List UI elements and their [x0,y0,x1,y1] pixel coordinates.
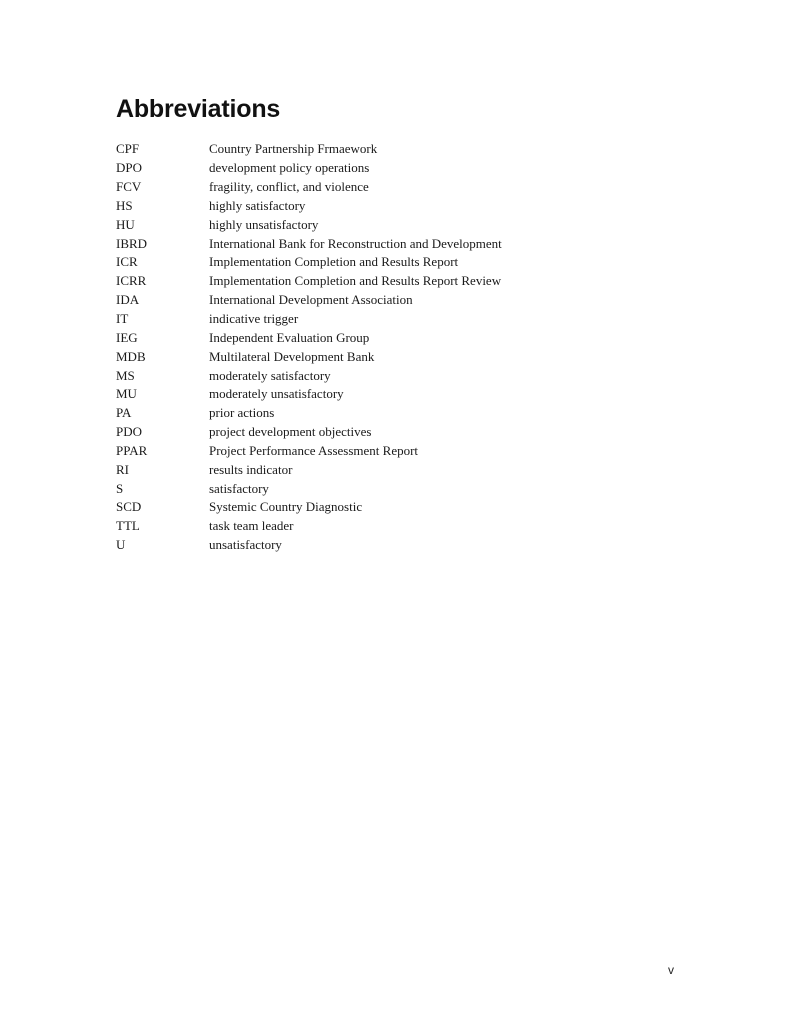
abbreviation-row [116,442,676,461]
abbreviation-definition: highly satisfactory [209,197,306,213]
abbreviation-row [116,404,676,423]
abbreviation-code: RI [116,461,129,477]
abbreviation-row [116,234,676,253]
abbreviation-definition: satisfactory [209,480,269,496]
abbreviation-code: HU [116,216,135,232]
abbreviation-row [116,310,676,329]
abbreviation-definition: prior actions [209,405,275,421]
abbreviation-code: IBRD [116,235,148,251]
abbreviation-definition: Project Performance Assessment Report [209,442,419,458]
abbreviation-code: SCD [116,499,142,515]
abbreviation-row [116,347,676,366]
abbreviation-code: IT [116,311,129,327]
abbreviation-definition: Implementation Completion and Results Report Review [209,273,502,289]
abbreviation-definition: indicative trigger [209,311,299,327]
page-title: Abbreviations [116,95,281,123]
abbreviation-definition: International Bank for Reconstruction and Development [209,235,502,251]
abbreviation-definition: Country Partnership Frmaework [209,141,378,157]
abbreviation-code: IDA [116,292,140,308]
abbreviation-row [116,328,676,347]
abbreviation-code: TTL [116,518,140,534]
abbreviation-row [116,385,676,404]
abbreviation-definition: fragility, conflict, and violence [209,179,369,195]
abbreviation-row [116,197,676,216]
abbreviation-code: U [116,537,126,553]
abbreviation-row [116,272,676,291]
abbreviation-list [116,140,676,555]
abbreviation-code: FCV [116,179,142,195]
abbreviation-code: IEG [116,329,138,345]
abbreviation-definition: moderately satisfactory [209,367,331,383]
abbreviation-row [116,536,676,555]
abbreviation-definition: Systemic Country Diagnostic [209,499,363,515]
abbreviation-row [116,517,676,536]
abbreviation-definition: unsatisfactory [209,537,282,553]
abbreviation-code: MDB [116,348,146,364]
abbreviation-row [116,291,676,310]
abbreviation-row [116,178,676,197]
abbreviation-definition: moderately unsatisfactory [209,386,344,402]
abbreviation-code: S [116,480,124,496]
abbreviation-definition: task team leader [209,518,294,534]
abbreviation-definition: Multilateral Development Bank [209,348,375,364]
abbreviation-row [116,423,676,442]
abbreviation-definition: results indicator [209,461,293,477]
abbreviation-row [116,366,676,385]
abbreviation-definition: development policy operations [209,160,370,176]
abbreviation-row [116,498,676,517]
abbreviation-code: HS [116,197,133,213]
abbreviation-row [116,159,676,178]
abbreviation-code: PPAR [116,442,148,458]
abbreviation-code: CPF [116,141,140,157]
abbreviation-row [116,460,676,479]
abbreviation-code: DPO [116,160,143,176]
page-number: v [668,963,674,977]
abbreviation-definition: Implementation Completion and Results Report [209,254,459,270]
abbreviation-code: MU [116,386,137,402]
abbreviation-code: ICRR [116,273,147,289]
abbreviation-definition: project development objectives [209,424,372,440]
abbreviation-row [116,253,676,272]
abbreviation-code: PDO [116,424,143,440]
abbreviation-code: PA [116,405,132,421]
abbreviation-definition: International Development Association [209,292,413,308]
abbreviation-code: MS [116,367,135,383]
abbreviation-row [116,140,676,159]
abbreviation-definition: highly unsatisfactory [209,216,319,232]
abbreviation-code: ICR [116,254,138,270]
abbreviation-row [116,479,676,498]
abbreviation-definition: Independent Evaluation Group [209,329,370,345]
abbreviation-row [116,215,676,234]
